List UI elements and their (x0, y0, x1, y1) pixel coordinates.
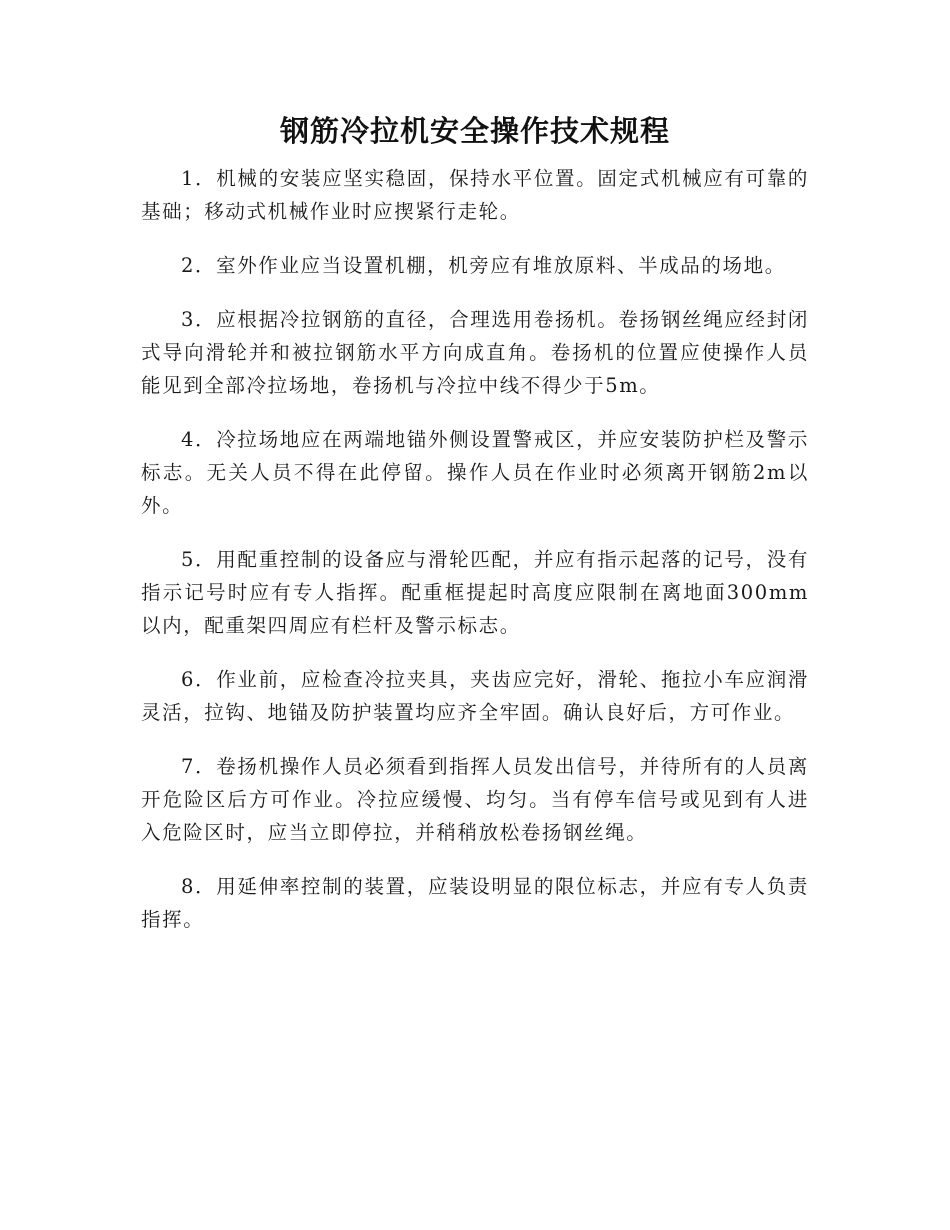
paragraph-7: 7．卷扬机操作人员必须看到指挥人员发出信号，并待所有的人员离开危险区后方可作业。冷拉应缓慢、均匀。当有停车信号或见到有人进入危险区时，应当立即停拉，并稍稍放松卷扬钢丝绳。 (141, 755, 809, 844)
paragraph-4: 4．冷拉场地应在两端地锚外侧设置警戒区，并应安装防护栏及警示标志。无关人员不得在此停留。操作人员在作业时必须离开钢筋2m以外。 (141, 428, 809, 517)
document-page (141, 108, 809, 936)
paragraph-6: 6．作业前，应检查冷拉夹具，夹齿应完好，滑轮、拖拉小车应润滑灵活，拉钩、地锚及防护装置均应齐全牢固。确认良好后，方可作业。 (141, 668, 809, 724)
paragraph-2: 2．室外作业应当设置机棚，机旁应有堆放原料、半成品的场地。 (181, 254, 786, 277)
paragraph-3: 3．应根据冷拉钢筋的直径，合理选用卷扬机。卷扬钢丝绳应经封闭式导向滑轮并和被拉钢筋水平方向成直角。卷扬机的位置应使操作人员能见到全部冷拉场地，卷扬机与冷拉中线不得少于5m。 (141, 308, 809, 397)
paragraph-5: 5．用配重控制的设备应与滑轮匹配，并应有指示起落的记号，没有指示记号时应有专人指挥。配重框提起时高度应限制在离地面300mm以内，配重架四周应有栏杆及警示标志。 (141, 548, 809, 637)
document-title: 钢筋冷拉机安全操作技术规程 (279, 114, 670, 148)
paragraph-8: 8．用延伸率控制的装置，应装设明显的限位标志，并应有专人负责指挥。 (141, 875, 809, 931)
paragraph-1: 1．机械的安装应坚实稳固，保持水平位置。固定式机械应有可靠的基础；移动式机械作业时应揳紧行走轮。 (141, 167, 809, 223)
